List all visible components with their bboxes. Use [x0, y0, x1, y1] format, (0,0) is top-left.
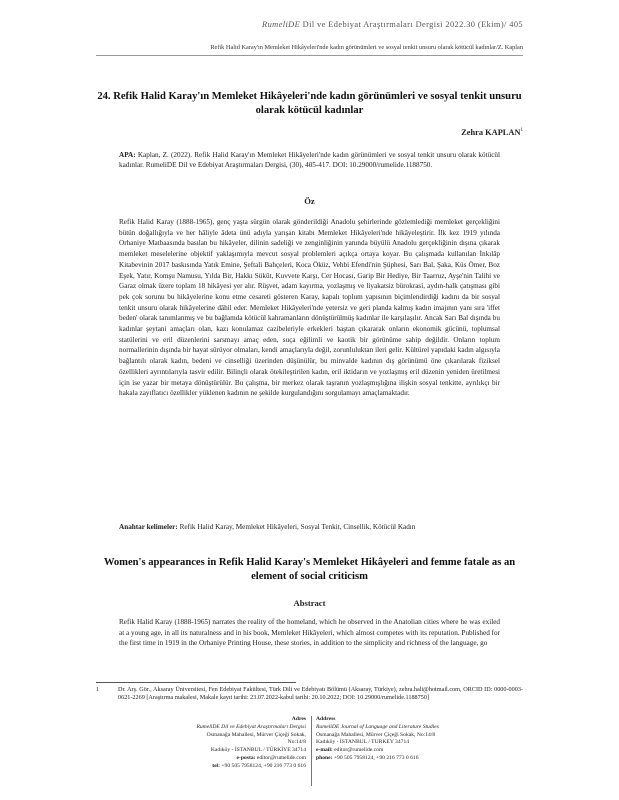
address-en-tel: +90 505 7958124, +90 216 773 0 616 — [333, 754, 419, 761]
article-title: 24. Refik Halid Karay'ın Memleket Hikâyeleri'nde kadın görünümleri ve sosyal tenkit unsuru olarak kötücül kadınlar — [97, 91, 522, 116]
abstract-body: Refik Halid Karay (1888-1965) narrates the reality of the homeland, which he observed in the Anatolian cities where he was exiled at a young age, in all its naturalness and in his book, Memleket Hikâyeleri, which almost competes with its reputation. Published for the first time in 1919 in the Orhaniye Printing House, these stories, in addition to the simplicity and richness of the language, go — [119, 618, 500, 648]
address-tr-line1: RumeliDE Dil ve Edebiyat Araştırmaları Dergisi — [196, 723, 306, 730]
address-tr-heading: Adres — [291, 716, 306, 722]
apa-text: Kaplan, Z. (2022). Refik Halid Karay'ın Memleket Hikâyeleri'nde kadın görünümleri ve sosyal tenkit unsuru olarak kötücül kadınlar. RumeliDE Dil ve Edebiyat Araştırmaları Dergisi, (30), 405-417. DOI: 10.29000/rumelide.1188750. — [119, 151, 500, 170]
address-tr-line3: Kadıköy - İSTANBUL / TÜRKİYE 34714 — [210, 747, 306, 754]
abstract-heading: Abstract — [293, 598, 326, 608]
header-rule — [96, 55, 523, 56]
oz-body: Refik Halid Karay (1888-1965), genç yaşta sürgün olarak gönderildiği Anadolu şehirlerinde gözlemlediği memleket gerçekliğini bütün doğallığıyla ve her hâliyle âdeta ünü adıyla yarışan kitabı Memleket Hikâyeleri'nde hikâyeleştirir. İlk kez 1919 yılında Orhaniye Matbaasında basılan bu hikâyeler, dilinin sadeliği ve zenginliğinin yanında büyülü Anadolu gerçekliğinin dışına çıkarak memleket meselelerine objektif yaklaşımıyla mevcut sosyal problemleri açıkça ortaya koyar. Bu çalışmada kullanılan İnkılâp Kitabevinin 2017 baskısında Yatık Emine, Şeftali Bahçeleri, Koca Öküz, Vehbi Efendi'nin Şüphesi, Sarı Bal, Şaka, Küs Ömer, Boz Eşek, Yatır, Komşu Namusu, Yılda Bir, Hakkı Sükût, Kuvvete Karşı, Cer Hocası, Garip Bir Hediye, Bir Taarruz, Ayşe'nin Talihi ve Garaz olmak üzere toplam 18 hikâyesi yer alır. Rüşvet, adam kayırma, yozlaşmış ve liyakatsiz bürokrasi, aydın-halk çatışması gibi pek çok sorunu bu hikâyelerine konu etme cesareti gösteren Karay, kapalı toplum yapısının biçimlendirdiği kadını da bir sosyal tenkit unsuru olarak hikâyelerine dâhil eder. Memleket Hikâyeleri'nde yetersiz ve geri planda kalmış kadın imajının yanı sıra 'iffet beden' olarak tanımlanmış ve bu bağlamda kötücül kahramanların dönüştürülmüş kadınlar ile karşılaşılır. Ancak Sarı Bal dışında bu kadınlar şeytani amaçları olan, kazı konulamaz cazibeleriyle erkekleri baştan çıkararak onların ekonomik gücünü, toplumsal statülerini ve eril düzenlerini sarsmayı amaç eden, suça eğilimli ve kaotik bir görünüme sahip değildir. Onların toplum normallerinin dışında bir hayat sürüyor olmaları, kendi amaçlarıyla değil, zorunluluktan ileri gelir. Kültürel yapıdaki kadın algısıyla bağlantılı olarak kadın, bedeni ve cinselliği üzerinden düşünülür, bu minvalde kadının dış görünümü öne çıkarılarak fiziksel özellikleri ayrıntılarıyla tasvir edilir. Bilinçli olarak ötekileştirilen kadın, eril iktidarın ve yozlaşmış eril düzenin yeniden üretilmesi için ise yazar bir metaya dönüştürülür. Bu çalışma, bir merkez olarak taşranın yozlaşmışlığına ilişkin sosyal tenkitte, ayrılıkçı bir hakala zayıflatıcı özellikler yüklenen kadının ne şekilde kurgulandığını sorgulamayı amaçlamaktadır. — [119, 218, 500, 398]
keywords — [119, 522, 500, 532]
address-en-heading: Address — [316, 716, 336, 722]
address-en-line1: RumeliDE Journal of Language and Literature Studies — [316, 723, 439, 730]
author-name: Zehra KAPLAN — [461, 128, 521, 137]
address-tr-line2: Osmanağa Mahallesi, Mürver Çiçeği Sokak, No:14/8 — [206, 731, 306, 746]
keywords-label: Anahtar kelimeler: — [119, 523, 178, 531]
address-en-email: editor@rumelide.com — [334, 747, 384, 754]
address-en-tel-label: phone: — [316, 754, 333, 761]
english-title: Women's appearances in Refik Halid Karay's Memleket Hikâyeleri and femme fatale as an element of social criticism — [103, 557, 516, 582]
footnote-text: Dr. Arş. Gör., Aksaray Üniversitesi, Fen Edebiyat Fakültesi, Türk Dili ve Edebiyatı Bölümü (Aksaray, Türkiye), zehra.hali@hotmail.com, ORCID ID: 0000-0003-0621-2269 [Araştırma makalesi, Makale kayıt tarihi: 23.07.2022-kabul tarihi: 20.10.2022; DOI: 10.29000/rumelide.1188750] — [118, 686, 523, 702]
address-tr — [196, 716, 306, 771]
running-header — [96, 20, 523, 29]
journal-name: RumeliDE — [262, 20, 301, 29]
address-en-line3: Kadıköy - İSTANBUL / TURKEY 34714 — [316, 739, 410, 746]
running-header-text: Dil ve Edebiyat Araştırmaları Dergisi 2022.30 (Ekim)/ 405 — [302, 20, 523, 29]
oz-heading: Öz — [304, 196, 315, 206]
address-en — [316, 716, 456, 763]
address-divider — [311, 716, 312, 786]
address-tr-email-label: e-posta: — [236, 754, 256, 761]
address-en-line2: Osmanağa Mahallesi, Mürver Çiçeği Sokak, No:14/8 — [316, 731, 436, 738]
apa-citation — [119, 150, 500, 171]
address-en-email-label: e-mail: — [316, 747, 333, 754]
footnote — [96, 686, 523, 703]
footnote-number: 1 — [96, 686, 100, 693]
footnote-rule — [96, 682, 296, 683]
running-subheader: Refik Halid Karay'ın Memleket Hikâyeleri'nde kadın görünümleri ve sosyal tenkit unsuru olarak kötücül kadınlar/Z. Kaplan — [210, 44, 523, 51]
keywords-text: Refik Halid Karay, Memleket Hikâyeleri, Sosyal Tenkit, Cinsellik, Kötücül Kadın — [179, 523, 416, 531]
author-footnote-mark: 1 — [520, 128, 523, 134]
author — [461, 128, 523, 137]
address-tr-tel-label: tel: — [212, 762, 220, 769]
address-tr-tel: +90 505 7958124, +90 216 773 0 616 — [221, 762, 306, 769]
address-tr-email: editor@rumelide.com — [256, 754, 306, 761]
apa-label: APA: — [119, 151, 136, 159]
